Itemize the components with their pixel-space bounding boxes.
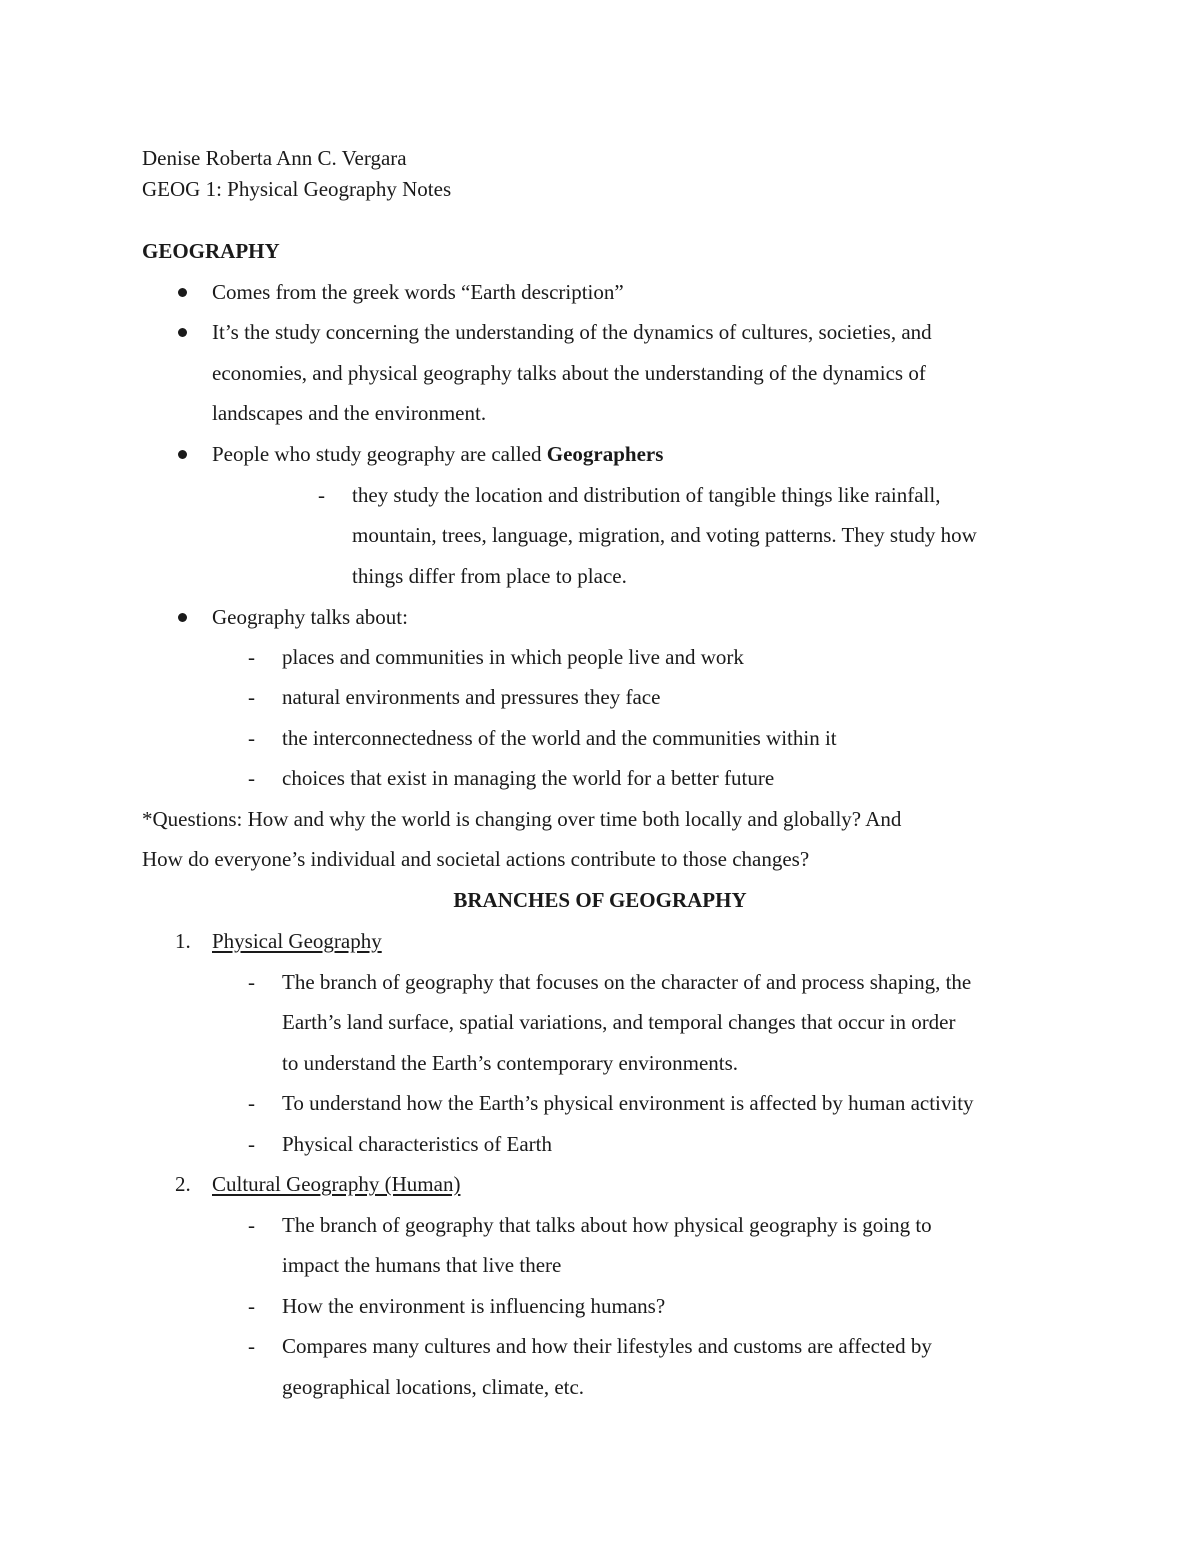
questions-text-continued: How do everyone’s individual and societal actions contribute to those changes? xyxy=(142,847,810,871)
branch-title-cultural: Cultural Geography (Human) xyxy=(212,1172,461,1196)
dash-marker: - xyxy=(318,483,325,507)
list-number: 1. xyxy=(175,929,191,953)
questions-text: *Questions: How and why the world is changing over time both locally and globally? And xyxy=(142,807,902,831)
bullet-text xyxy=(212,441,663,467)
dash-marker: - xyxy=(248,970,255,994)
list-item: The branch of geography that focuses on the character of and process shaping, the xyxy=(282,970,972,994)
dash-marker: - xyxy=(248,685,255,709)
list-item: How the environment is influencing humans? xyxy=(282,1294,666,1318)
list-item-continued: Earth’s land surface, spatial variations, and temporal changes that occur in order xyxy=(282,1010,956,1034)
list-item-continued: to understand the Earth’s contemporary environments. xyxy=(282,1051,739,1075)
bullet-text: It’s the study concerning the understanding of the dynamics of cultures, societies, and xyxy=(212,320,932,344)
list-item: Compares many cultures and how their lifestyles and customs are affected by xyxy=(282,1334,932,1358)
course-title: GEOG 1: Physical Geography Notes xyxy=(142,177,452,201)
dash-marker: - xyxy=(248,766,255,790)
list-item: To understand how the Earth’s physical environment is affected by human activity xyxy=(282,1091,974,1115)
bullet-icon xyxy=(178,613,187,622)
author-name: Denise Roberta Ann C. Vergara xyxy=(142,146,407,170)
sub-item-text-continued: mountain, trees, language, migration, and voting patterns. They study how xyxy=(352,523,977,547)
list-item-continued: impact the humans that live there xyxy=(282,1253,562,1277)
sub-item-text-continued: things differ from place to place. xyxy=(352,564,627,588)
section-heading-branches: BRANCHES OF GEOGRAPHY xyxy=(453,888,747,912)
dash-marker: - xyxy=(248,1132,255,1156)
dash-marker: - xyxy=(248,645,255,669)
list-item: choices that exist in managing the world for a better future xyxy=(282,766,775,790)
list-item: The branch of geography that talks about how physical geography is going to xyxy=(282,1213,932,1237)
dash-marker: - xyxy=(248,726,255,750)
list-item: Physical characteristics of Earth xyxy=(282,1132,552,1156)
list-item: natural environments and pressures they face xyxy=(282,685,661,709)
bullet-text-continued: economies, and physical geography talks about the understanding of the dynamics of xyxy=(212,361,926,385)
branch-title-physical: Physical Geography xyxy=(212,929,382,953)
dash-marker: - xyxy=(248,1091,255,1115)
list-item: places and communities in which people live and work xyxy=(282,645,744,669)
bullet-text: Geography talks about: xyxy=(212,605,408,629)
bullet-icon xyxy=(178,450,187,459)
bullet-text: Comes from the greek words “Earth description” xyxy=(212,280,624,304)
dash-marker: - xyxy=(248,1213,255,1237)
sub-item-text: they study the location and distribution of tangible things like rainfall, xyxy=(352,483,941,507)
bullet-text-prefix: People who study geography are called xyxy=(212,442,547,466)
bullet-icon xyxy=(178,328,187,337)
section-heading-geography: GEOGRAPHY xyxy=(142,239,280,263)
dash-marker: - xyxy=(248,1334,255,1358)
list-item: the interconnectedness of the world and the communities within it xyxy=(282,726,837,750)
geographers-term: Geographers xyxy=(546,442,664,466)
list-number: 2. xyxy=(175,1172,191,1196)
bullet-text-continued: landscapes and the environment. xyxy=(212,401,487,425)
dash-marker: - xyxy=(248,1294,255,1318)
list-item-continued: geographical locations, climate, etc. xyxy=(282,1375,585,1399)
bullet-icon xyxy=(178,288,187,297)
